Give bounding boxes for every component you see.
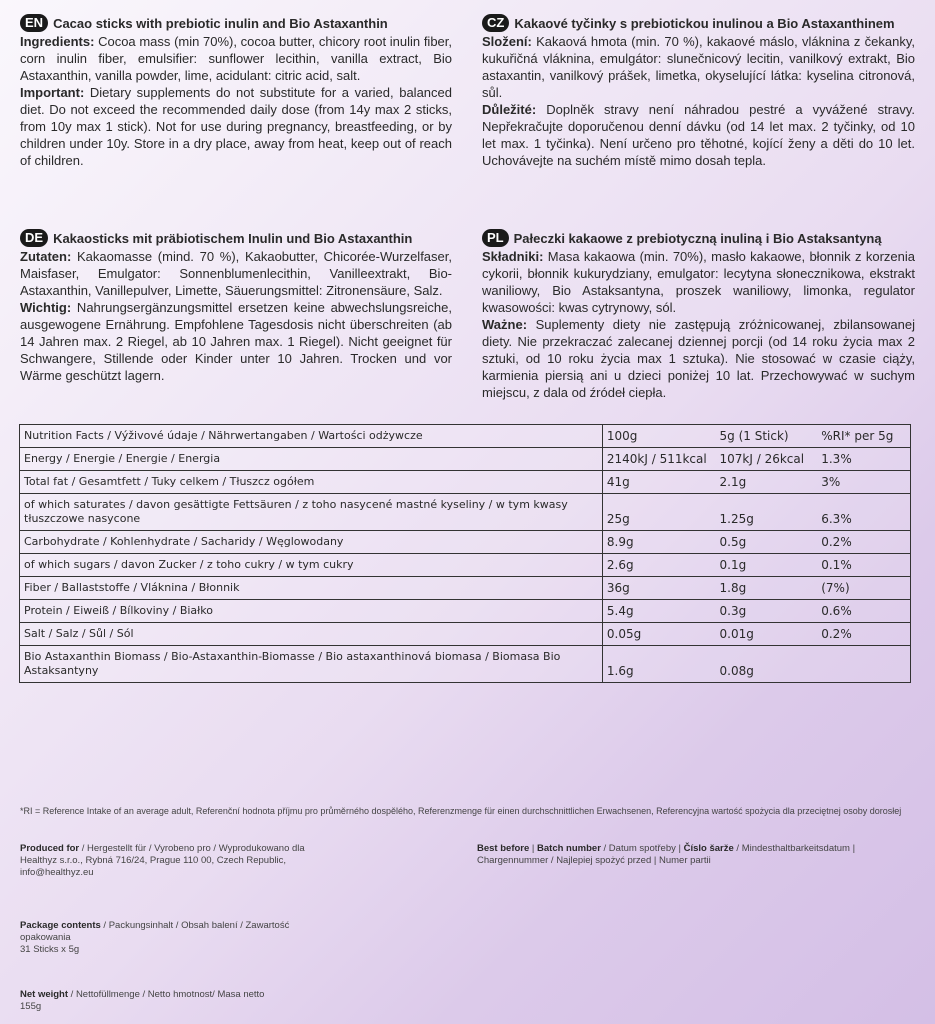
value-100g: 2.6g (602, 554, 715, 577)
section-cz (482, 14, 915, 169)
separator: | (529, 843, 538, 854)
ingredients-cz (482, 33, 915, 101)
section-de (20, 229, 452, 384)
value-100g: 0.05g (602, 623, 715, 646)
section-cz-heading (482, 14, 915, 32)
best-before-rest-2: / Mindesthaltbarkeitsdatum | Chargennummer / Najlepiej spożyć przed | Numer partii (477, 843, 856, 866)
package-label: Package contents (20, 920, 101, 931)
value-ri: 3% (817, 471, 910, 494)
important-label: Důležité: (482, 102, 537, 117)
nutrient-label: Protein / Eiweiß / Bílkoviny / Białko (20, 600, 603, 623)
value-5g: 0.3g (716, 600, 818, 623)
ingredients-text: Kakaová hmota (min. 70 %), kakaové máslo, vláknina z čekanky, kukuřičná vláknina, emulgátor: slunečnicový lecitin, vanilkový extrakt, Bio astaxantin, vanilkový prášek, limetka, okyselující látka: kyselina citronová, sůl. (482, 34, 915, 100)
value-ri: 0.2% (817, 531, 910, 554)
nutrient-label: Salt / Salz / Sůl / Sól (20, 623, 603, 646)
producer-address: Healthyz s.r.o., Rybná 716/24, Prague 110 00, Czech Republic, (20, 855, 286, 866)
nutrition-header-ri: %RI* per 5g (817, 425, 910, 448)
value-100g: 36g (602, 577, 715, 600)
value-ri (817, 646, 910, 683)
value-5g: 0.08g (716, 646, 818, 683)
producer-email: info@healthyz.eu (20, 867, 94, 878)
net-weight-value: 155g (20, 1001, 42, 1012)
value-ri: 1.3% (817, 448, 910, 471)
value-100g: 1.6g (602, 646, 715, 683)
package-contents (20, 920, 340, 956)
best-before-rest: / Datum spotřeby | (600, 843, 684, 854)
ri-footnote: *RI = Reference Intake of an average adult, Referenční hodnota příjmu pro průměrného dospělého, Referenzmenge für einen durchschnittlichen Erwachsenen, Referencyjna wartość spożycia dla przeciętnej osoby dorosłej (20, 806, 902, 816)
ingredients-text: Kakaomasse (mind. 70 %), Kakaobutter, Chicorée-Wurzelfaser, Maisfaser, Emulgator: Sonnenblumenlecithin, Vanilleextrakt, Bio-Astaxanthin, Vanillepulver, Limette, Säuerungsmittel: Zitronensäure, Salz. (20, 249, 452, 298)
value-5g: 107kJ / 26kcal (716, 448, 818, 471)
table-row (20, 646, 911, 683)
best-before-label: Best before (477, 843, 530, 854)
nutrient-label: Carbohydrate / Kohlenhydrate / Sacharidy / Węglowodany (20, 531, 603, 554)
section-pl-heading (482, 229, 915, 247)
value-100g: 5.4g (602, 600, 715, 623)
nutrient-label: Bio Astaxanthin Biomass / Bio-Astaxanthin-Biomasse / Bio astaxanthinová biomasa / Biomasa Bio Astaksantyny (20, 646, 603, 683)
important-text: Nahrungsergänzungsmittel ersetzen keine abwechslungsreiche, ausgewogene Ernährung. Empfohlene Tagesdosis nicht überschreiten (ab 14 Jahren max. 2 Riegel, ab 10 Jahren max. 1 Riegel). Nicht geeignet für Schwangere, Stillende oder Kinder unter 10 Jahren. Trocken und vor Wärme geschützt lagern. (20, 300, 452, 383)
important-text: Doplněk stravy není náhradou pestré a vyvážené stravy. Nepřekračujte doporučenou denní dávku (od 14 let max. 2 tyčinky, od 10 let max. 1 tyčinka). Není určeno pro těhotné, kojící ženy a děti do 10 let. Uchovávejte na suchém místě mimo dosah tepla. (482, 102, 915, 168)
lang-badge-cz: CZ (482, 14, 509, 32)
important-label: Wichtig: (20, 300, 72, 315)
ingredients-text: Masa kakaowa (min. 70%), masło kakaowe, błonnik z korzenia cykorii, błonnik kukurydziany, emulgator: lecytyna słonecznikowa, ekstrakt waniliowy, Bio Astaksantyna, proszek waniliowy, limonka, regulator kwasowości: kwas cytrynowy, sól. (482, 249, 915, 315)
value-ri: (7%) (817, 577, 910, 600)
table-row (20, 577, 911, 600)
table-row (20, 471, 911, 494)
table-row (20, 448, 911, 471)
value-100g: 41g (602, 471, 715, 494)
value-ri: 0.1% (817, 554, 910, 577)
value-100g: 25g (602, 494, 715, 531)
ingredients-label: Složení: (482, 34, 532, 49)
important-de (20, 299, 452, 384)
produced-label: Produced for (20, 843, 80, 854)
net-weight (20, 989, 360, 1013)
value-5g: 0.01g (716, 623, 818, 646)
section-pl (482, 229, 915, 401)
produced-for (20, 843, 340, 879)
value-5g: 0.5g (716, 531, 818, 554)
table-row (20, 531, 911, 554)
net-weight-label: Net weight (20, 989, 69, 1000)
value-100g: 8.9g (602, 531, 715, 554)
ingredients-label: Ingredients: (20, 34, 95, 49)
best-before-batch (477, 843, 917, 867)
ingredients-de (20, 248, 452, 299)
value-5g: 2.1g (716, 471, 818, 494)
value-5g: 0.1g (716, 554, 818, 577)
section-en-heading (20, 14, 452, 32)
value-ri: 0.2% (817, 623, 910, 646)
produced-rest: / Hergestellt für / Vyrobeno pro / Wyprodukowano dla (79, 843, 305, 854)
important-text: Dietary supplements do not substitute for a varied, balanced diet. Do not exceed the recommended daily dose (from 14y max 2 sticks, from 10y max 1 stick). Not for use during pregnancy, breastfeeding, or by children under 10y. Store in a dry place, away from heat, keep out of reach of children. (20, 85, 452, 168)
nutrient-label: Fiber / Ballaststoffe / Vláknina / Błonnik (20, 577, 603, 600)
nutrient-label: Total fat / Gesamtfett / Tuky celkem / Tłuszcz ogółem (20, 471, 603, 494)
section-de-title: Kakaosticks mit präbiotischem Inulin und Bio Astaxanthin (53, 230, 413, 246)
nutrient-label: Energy / Energie / Energie / Energia (20, 448, 603, 471)
value-ri: 0.6% (817, 600, 910, 623)
section-pl-title: Pałeczki kakaowe z prebiotyczną inuliną i Bio Astaksantyną (513, 230, 882, 246)
nutrition-header-row (20, 425, 911, 448)
lang-badge-de: DE (20, 229, 48, 247)
nutrition-header-label: Nutrition Facts / Výživové údaje / Nährwertangaben / Wartości odżywcze (20, 425, 603, 448)
table-row (20, 623, 911, 646)
batch-number-label: Batch number (537, 843, 601, 854)
ingredients-label: Zutaten: (20, 249, 72, 264)
important-en (20, 84, 452, 169)
net-weight-rest: / Nettofüllmenge / Netto hmotnost/ Masa netto (68, 989, 265, 1000)
batch-number-cz: Číslo šarže (683, 843, 734, 854)
table-row (20, 554, 911, 577)
important-text: Suplementy diety nie zastępują zróżnicowanej, zbilansowanej diety. Nie przekraczać zalecanej dziennej porcji (od 14 roku życia max 2 sztuki, od 10 roku życia max 1 sztuka). Nie stosować w czasie ciąży, karmienia piersią ani u dzieci poniżej 10 lat. Przechowywać w suchym miejscu, z dala od źródeł ciepła. (482, 317, 915, 400)
ingredients-label: Składniki: (482, 249, 544, 264)
nutrition-table (19, 424, 911, 683)
nutrient-label: of which sugars / davon Zucker / z toho cukry / w tym cukry (20, 554, 603, 577)
value-5g: 1.25g (716, 494, 818, 531)
section-en-title: Cacao sticks with prebiotic inulin and Bio Astaxanthin (53, 15, 388, 31)
lang-badge-pl: PL (482, 229, 509, 247)
section-cz-title: Kakaové tyčinky s prebiotickou inulinou a Bio Astaxanthinem (514, 15, 895, 31)
table-row (20, 494, 911, 531)
ingredients-en (20, 33, 452, 84)
important-label: Important: (20, 85, 85, 100)
value-100g: 2140kJ / 511kcal (602, 448, 715, 471)
important-cz (482, 101, 915, 169)
ingredients-text: Cocoa mass (min 70%), cocoa butter, chicory root inulin fiber, corn inulin fiber, emulsifier: sunflower lecithin, vanilla extract, Bio Astaxanthin, vanilla powder, lime, acidulant: citric acid, salt. (20, 34, 452, 83)
lang-badge-en: EN (20, 14, 48, 32)
value-ri: 6.3% (817, 494, 910, 531)
ingredients-pl (482, 248, 915, 316)
package-rest: / Packungsinhalt / Obsah balení / Zawartość opakowania (20, 920, 290, 943)
section-de-heading (20, 229, 452, 247)
nutrient-label: of which saturates / davon gesättigte Fettsäuren / z toho nasycené mastné kyseliny / w tym kwasy tłuszczowe nasycone (20, 494, 603, 531)
important-label: Ważne: (482, 317, 528, 332)
nutrition-header-100g: 100g (602, 425, 715, 448)
table-row (20, 600, 911, 623)
value-5g: 1.8g (716, 577, 818, 600)
important-pl (482, 316, 915, 401)
package-value: 31 Sticks x 5g (20, 944, 80, 955)
section-en (20, 14, 452, 169)
nutrition-header-5g: 5g (1 Stick) (716, 425, 818, 448)
